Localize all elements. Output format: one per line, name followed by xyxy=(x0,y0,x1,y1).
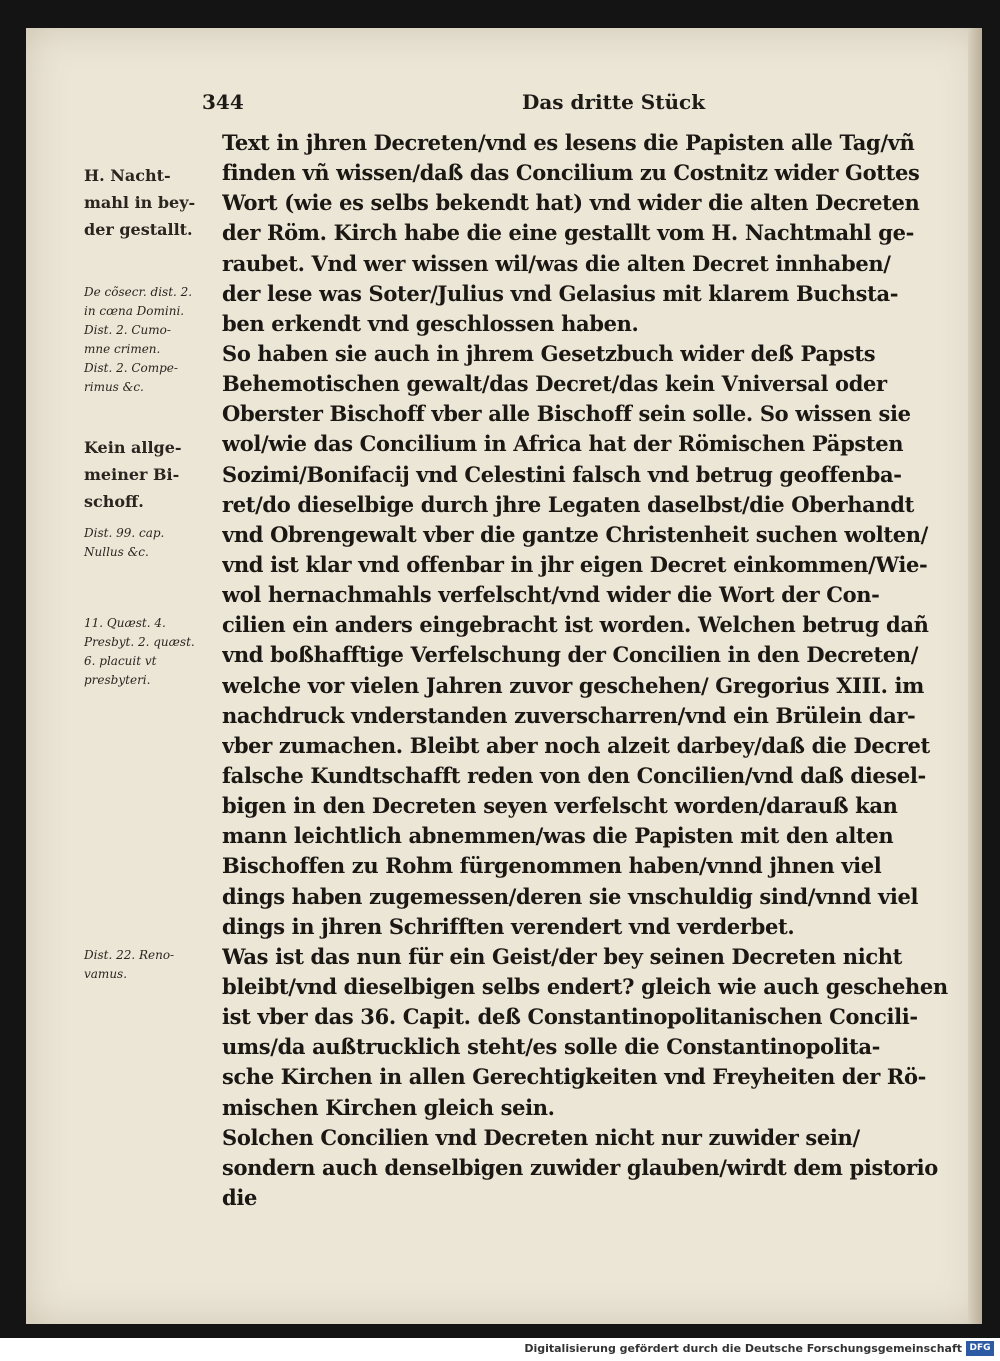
text-line: mann leichtlich abnemmen/was die Papisten mit den alten xyxy=(222,823,894,849)
margin-note: 11. Quæst. 4. Presbyt. 2. quæst. 6. placuit vt presbyteri. xyxy=(84,616,195,688)
running-head: Das dritte Stück xyxy=(522,90,706,114)
footer-bar xyxy=(0,1338,1000,1361)
text-line: Sozimi/Bonifacij vnd Celestini falsch vnd betrug geoffenba- xyxy=(222,461,902,487)
text-line: Bischoffen zu Rohm fürgenommen haben/vnnd jhnen viel xyxy=(222,853,882,879)
text-line: Wort (wie es selbs bekendt hat) vnd wider die alten Decreten xyxy=(222,190,920,216)
text-line: Solchen Concilien vnd Decreten nicht nur zuwider sein/ xyxy=(222,1124,860,1150)
text-line: Behemotischen gewalt/das Decret/das kein Vniversal oder xyxy=(222,371,887,397)
text-line: bleibt/vnd dieselbigen selbs endert? gleich wie auch geschehen xyxy=(222,973,948,999)
page-number: 344 xyxy=(202,90,244,114)
text-line: raubet. Vnd wer wissen wil/was die alten Decret innhaben/ xyxy=(222,250,891,276)
text-line: sondern auch denselbigen zuwider glauben/wirdt dem pistorio xyxy=(222,1154,938,1180)
text-line: vber zumachen. Bleibt aber noch alzeit darbey/daß die Decret xyxy=(222,732,930,758)
main-text xyxy=(222,128,958,1213)
text-line: welche vor vielen Jahren zuvor geschehen/ Gregorius XIII. im xyxy=(222,672,925,698)
text-line: der lese was Soter/Julius vnd Gelasius mit klarem Buchsta- xyxy=(222,280,899,306)
text-line: vnd ist klar vnd offenbar in jhr eigen Decret einkommen/Wie- xyxy=(222,551,928,577)
text-line: Was ist das nun für ein Geist/der bey seinen Decreten nicht xyxy=(222,943,903,969)
page-edge-shadow xyxy=(968,28,982,1324)
funding-credit: Digitalisierung gefördert durch die Deutsche Forschungsgemeinschaft xyxy=(524,1342,962,1355)
dfg-logo-icon: DFG xyxy=(966,1341,994,1356)
text-line: ist vber das 36. Capit. deß Constantinopolitanischen Concili- xyxy=(222,1004,918,1030)
margin-note: H. Nacht- mahl in bey- der gestallt. xyxy=(84,166,196,240)
text-line: ben erkendt vnd geschlossen haben. xyxy=(222,310,639,336)
margin-note: De cõsecr. dist. 2. in cœna Domini. Dist. 2. Cumo- mne crimen. Dist. 2. Compe- rimus &c. xyxy=(84,284,193,394)
text-line: die xyxy=(222,1184,257,1210)
text-line: wol hernachmahls verfelscht/vnd wider die Wort der Con- xyxy=(222,582,880,608)
book-page xyxy=(26,28,982,1324)
text-line: vnd boßhafftige Verfelschung der Concilien in den Decreten/ xyxy=(222,642,919,668)
text-line: vnd Obrengewalt vber die gantze Christenheit suchen wolten/ xyxy=(222,521,928,547)
text-line: ret/do dieselbige durch jhre Legaten daselbst/die Oberhandt xyxy=(222,491,914,517)
text-line: Text in jhren Decreten/vnd es lesens die Papisten alle Tag/vñ xyxy=(222,130,915,155)
text-line: dings haben zugemessen/deren sie vnschuldig sind/vnnd viel xyxy=(222,883,919,909)
margin-note: Dist. 22. Reno- vamus. xyxy=(84,948,175,982)
text-line: dings in jhren Schrifften verendert vnd verderbet. xyxy=(222,913,795,939)
text-line: finden vñ wissen/daß das Concilium zu Costnitz wider Gottes xyxy=(222,160,920,186)
text-line: bigen in den Decreten seyen verfelscht worden/darauß kan xyxy=(222,793,898,819)
text-line: falsche Kundtschafft reden von den Concilien/vnd daß diesel- xyxy=(222,762,926,788)
text-line: Oberster Bischoff vber alle Bischoff sein solle. So wissen sie xyxy=(222,401,911,427)
text-line: der Röm. Kirch habe die eine gestallt vom H. Nachtmahl ge- xyxy=(222,220,914,246)
text-line: mischen Kirchen gleich sein. xyxy=(222,1094,555,1120)
text-line: So haben sie auch in jhrem Gesetzbuch wider deß Papsts xyxy=(222,340,876,366)
text-line: wol/wie das Concilium in Africa hat der Römischen Päpsten xyxy=(222,431,904,457)
text-line: cilien ein anders eingebracht ist worden. Welchen betrug dañ xyxy=(222,612,929,638)
margin-note: Kein allge- meiner Bi- schoff. xyxy=(84,437,182,511)
text-line: nachdruck vnderstanden zuverscharren/vnd ein Brülein dar- xyxy=(222,702,916,728)
page-header xyxy=(202,90,762,116)
text-line: sche Kirchen in allen Gerechtigkeiten vnd Freyheiten der Rö- xyxy=(222,1064,927,1090)
text-line: ums/da außtrucklich steht/es solle die Constantinopolita- xyxy=(222,1034,880,1060)
margin-note: Dist. 99. cap. Nullus &c. xyxy=(84,525,165,559)
